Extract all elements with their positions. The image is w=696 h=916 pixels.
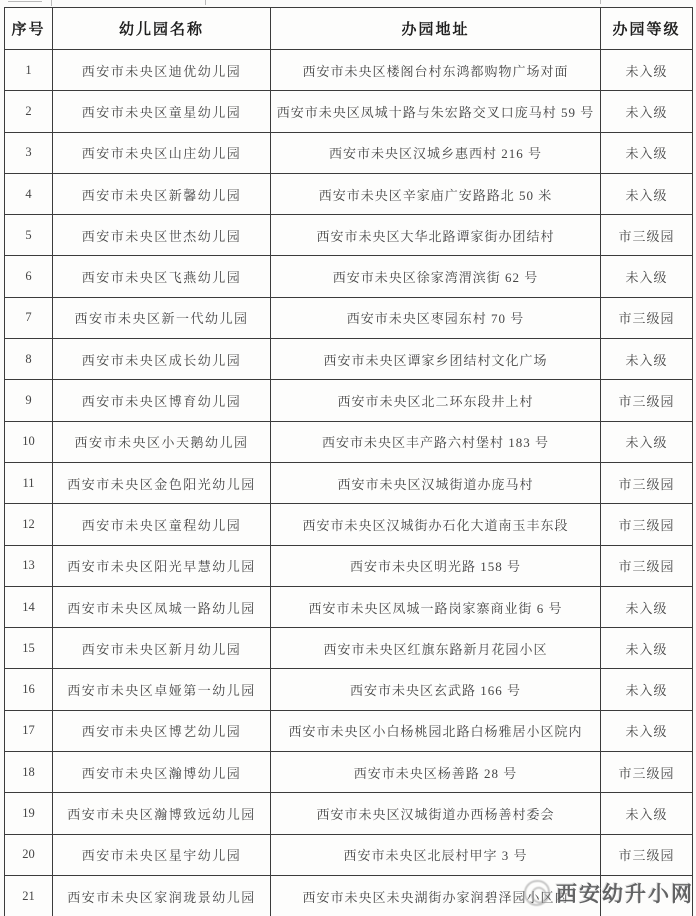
kindergarten-level: 市三级园 xyxy=(601,834,693,875)
watermark-logo-icon xyxy=(524,880,550,906)
row-serial-number: 15 xyxy=(5,628,53,669)
kindergarten-address: 西安市未央区北二环东段井上村 xyxy=(271,380,601,421)
row-serial-number: 5 xyxy=(5,215,53,256)
kindergarten-level: 未入级 xyxy=(601,91,693,132)
kindergarten-level: 未入级 xyxy=(601,586,693,627)
watermark-text: 西安幼升小网 xyxy=(556,882,694,906)
kindergarten-level: 市三级园 xyxy=(601,545,693,586)
table-row xyxy=(5,215,693,256)
table-row xyxy=(5,297,693,338)
kindergarten-address: 西安市未央区汉城街办石化大道南玉丰东段 xyxy=(271,504,601,545)
row-serial-number: 17 xyxy=(5,710,53,751)
table-row xyxy=(5,793,693,834)
header-kindergarten-name: 幼儿园名称 xyxy=(53,8,271,50)
kindergarten-address: 西安市未央区徐家湾渭滨街 62 号 xyxy=(271,256,601,297)
table-row xyxy=(5,586,693,627)
header-serial-number: 序号 xyxy=(5,8,53,50)
kindergarten-address: 西安市未央区未央湖街办家润碧泽园小区内 xyxy=(271,875,601,916)
kindergarten-address: 西安市未央区丰产路六村堡村 183 号 xyxy=(271,421,601,462)
kindergarten-address: 西安市未央区红旗东路新月花园小区 xyxy=(271,628,601,669)
table-row xyxy=(5,834,693,875)
kindergarten-level: 未入级 xyxy=(601,421,693,462)
kindergarten-name: 西安市未央区家润珑景幼儿园 xyxy=(53,875,271,916)
kindergarten-address: 西安市未央区汉城街道办西杨善村委会 xyxy=(271,793,601,834)
row-serial-number: 16 xyxy=(5,669,53,710)
crop-artifact xyxy=(600,0,601,4)
kindergarten-level: 市三级园 xyxy=(601,215,693,256)
table-row xyxy=(5,132,693,173)
kindergarten-level: 市三级园 xyxy=(601,752,693,793)
row-serial-number: 9 xyxy=(5,380,53,421)
kindergarten-level: 未入级 xyxy=(601,256,693,297)
table-row xyxy=(5,91,693,132)
kindergarten-address: 西安市未央区汉城乡惠西村 216 号 xyxy=(271,132,601,173)
crop-artifact xyxy=(8,1,42,2)
kindergarten-table xyxy=(4,7,693,916)
kindergarten-name: 西安市未央区童星幼儿园 xyxy=(53,91,271,132)
table-row xyxy=(5,380,693,421)
row-serial-number: 21 xyxy=(5,875,53,916)
kindergarten-name: 西安市未央区阳光早慧幼儿园 xyxy=(53,545,271,586)
kindergarten-name: 西安市未央区新月幼儿园 xyxy=(53,628,271,669)
kindergarten-level: 未入级 xyxy=(601,710,693,751)
kindergarten-level: 未入级 xyxy=(601,793,693,834)
kindergarten-level: 未入级 xyxy=(601,669,693,710)
table-body xyxy=(5,50,693,916)
row-serial-number: 14 xyxy=(5,586,53,627)
table-row xyxy=(5,545,693,586)
kindergarten-name: 西安市未央区博艺幼儿园 xyxy=(53,710,271,751)
kindergarten-level: 市三级园 xyxy=(601,380,693,421)
kindergarten-level: 未入级 xyxy=(601,50,693,91)
kindergarten-address: 西安市未央区汉城街道办庞马村 xyxy=(271,462,601,503)
row-serial-number: 20 xyxy=(5,834,53,875)
row-serial-number: 7 xyxy=(5,297,53,338)
site-watermark xyxy=(524,878,694,908)
kindergarten-name: 西安市未央区博育幼儿园 xyxy=(53,380,271,421)
table-row xyxy=(5,421,693,462)
kindergarten-address: 西安市未央区明光路 158 号 xyxy=(271,545,601,586)
table-row xyxy=(5,710,693,751)
table-row xyxy=(5,462,693,503)
kindergarten-name: 西安市未央区世杰幼儿园 xyxy=(53,215,271,256)
kindergarten-address: 西安市未央区谭家乡团结村文化广场 xyxy=(271,339,601,380)
row-serial-number: 12 xyxy=(5,504,53,545)
table-row xyxy=(5,752,693,793)
table-row xyxy=(5,50,693,91)
kindergarten-name: 西安市未央区小天鹅幼儿园 xyxy=(53,421,271,462)
kindergarten-level: 未入级 xyxy=(601,628,693,669)
kindergarten-address: 西安市未央区凤城十路与朱宏路交叉口庞马村 59 号 xyxy=(271,91,601,132)
row-serial-number: 3 xyxy=(5,132,53,173)
kindergarten-address: 西安市未央区辛家庙广安路路北 50 米 xyxy=(271,173,601,214)
table-row xyxy=(5,628,693,669)
header-level: 办园等级 xyxy=(601,8,693,50)
crop-artifact xyxy=(205,0,206,5)
row-serial-number: 4 xyxy=(5,173,53,214)
kindergarten-level: 未入级 xyxy=(601,132,693,173)
kindergarten-name: 西安市未央区瀚博幼儿园 xyxy=(53,752,271,793)
table-row xyxy=(5,173,693,214)
table-row xyxy=(5,669,693,710)
kindergarten-name: 西安市未央区卓娅第一幼儿园 xyxy=(53,669,271,710)
kindergarten-name: 西安市未央区山庄幼儿园 xyxy=(53,132,271,173)
kindergarten-name: 西安市未央区金色阳光幼儿园 xyxy=(53,462,271,503)
kindergarten-address: 西安市未央区凤城一路岗家寨商业街 6 号 xyxy=(271,586,601,627)
row-serial-number: 1 xyxy=(5,50,53,91)
kindergarten-address: 西安市未央区大华北路谭家街办团结村 xyxy=(271,215,601,256)
kindergarten-address: 西安市未央区玄武路 166 号 xyxy=(271,669,601,710)
kindergarten-name: 西安市未央区童程幼儿园 xyxy=(53,504,271,545)
kindergarten-name: 西安市未央区新一代幼儿园 xyxy=(53,297,271,338)
row-serial-number: 13 xyxy=(5,545,53,586)
kindergarten-name: 西安市未央区飞燕幼儿园 xyxy=(53,256,271,297)
row-serial-number: 10 xyxy=(5,421,53,462)
crop-artifact xyxy=(51,0,52,6)
kindergarten-address: 西安市未央区北辰村甲字 3 号 xyxy=(271,834,601,875)
row-serial-number: 19 xyxy=(5,793,53,834)
kindergarten-name: 西安市未央区凤城一路幼儿园 xyxy=(53,586,271,627)
kindergarten-address: 西安市未央区枣园东村 70 号 xyxy=(271,297,601,338)
row-serial-number: 6 xyxy=(5,256,53,297)
table-row xyxy=(5,339,693,380)
kindergarten-address: 西安市未央区小白杨桃园北路白杨雅居小区院内 xyxy=(271,710,601,751)
kindergarten-level: 市三级园 xyxy=(601,462,693,503)
header-address: 办园地址 xyxy=(271,8,601,50)
kindergarten-name: 西安市未央区成长幼儿园 xyxy=(53,339,271,380)
row-serial-number: 18 xyxy=(5,752,53,793)
kindergarten-name: 西安市未央区新馨幼儿园 xyxy=(53,173,271,214)
kindergarten-address: 西安市未央区楼阁台村东鸿都购物广场对面 xyxy=(271,50,601,91)
table-row xyxy=(5,504,693,545)
kindergarten-level: 市三级园 xyxy=(601,297,693,338)
kindergarten-name: 西安市未央区瀚博致远幼儿园 xyxy=(53,793,271,834)
kindergarten-address: 西安市未央区杨善路 28 号 xyxy=(271,752,601,793)
kindergarten-level: 市三级园 xyxy=(601,504,693,545)
row-serial-number: 2 xyxy=(5,91,53,132)
table-row xyxy=(5,256,693,297)
kindergarten-name: 西安市未央区迪优幼儿园 xyxy=(53,50,271,91)
row-serial-number: 8 xyxy=(5,339,53,380)
kindergarten-level: 未入级 xyxy=(601,173,693,214)
kindergarten-name: 西安市未央区星宇幼儿园 xyxy=(53,834,271,875)
table-header-row xyxy=(5,8,693,50)
kindergarten-level: 未入级 xyxy=(601,339,693,380)
row-serial-number: 11 xyxy=(5,462,53,503)
